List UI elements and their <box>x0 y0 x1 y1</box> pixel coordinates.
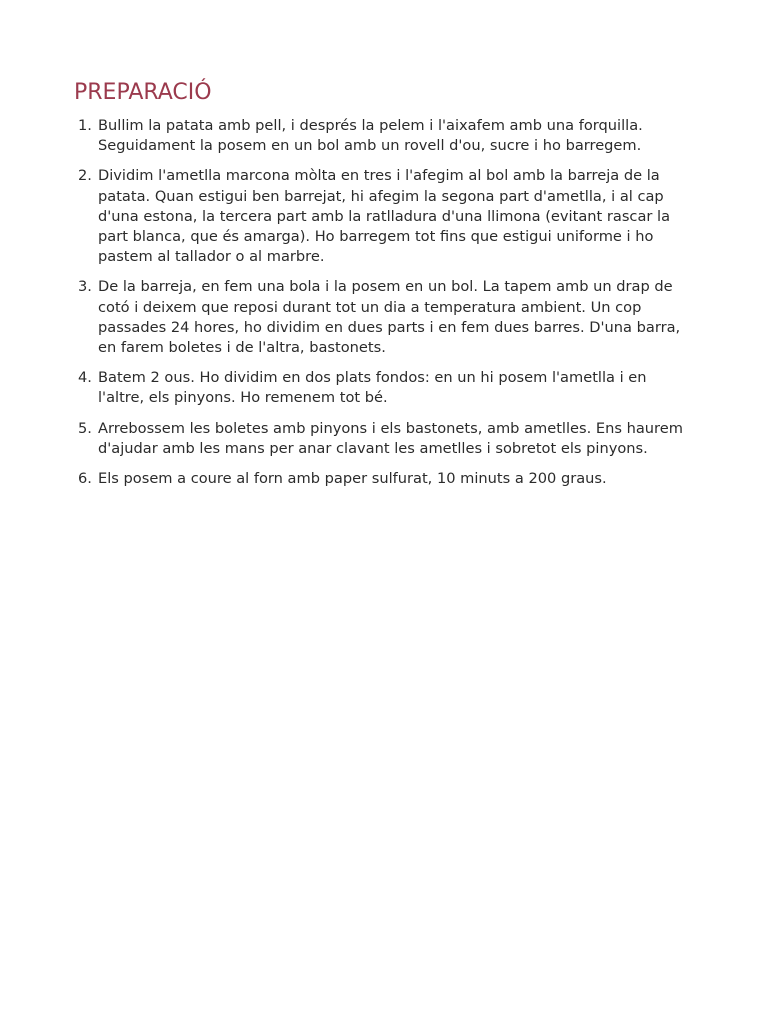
step-text: Arrebossem les boletes amb pinyons i els bastonets, amb ametlles. Ens haurem d'ajudar amb les mans per anar clavant les ametlles i sobretot els pinyons. <box>98 419 683 457</box>
list-item <box>74 419 694 459</box>
step-text: De la barreja, en fem una bola i la posem en un bol. La tapem amb un drap de cotó i deixem que reposi durant tot un dia a temperatura ambient. Un cop passades 24 hores, ho dividim en dues parts i en fem dues barres. D'una barra, en farem boletes i de l'altra, bastonets. <box>98 278 681 357</box>
step-number: 1. <box>78 117 92 134</box>
list-item <box>74 116 694 156</box>
list-item <box>74 368 694 408</box>
list-item <box>74 166 694 267</box>
step-number: 4. <box>78 369 92 387</box>
step-text: Els posem a coure al forn amb paper sulfurat, 10 minuts a 200 graus. <box>98 470 607 488</box>
step-text: Batem 2 ous. Ho dividim en dos plats fondos: en un hi posem l'ametlla i en l'altre, els pinyons. Ho remenem tot bé. <box>98 369 647 407</box>
steps-list <box>74 116 694 489</box>
section-heading: PREPARACIÓ <box>74 80 212 105</box>
step-number: 5. <box>78 419 92 437</box>
step-text: Bullim la patata amb pell, i després la pelem i l'aixafem amb una forquilla. Seguidament la posem en un bol amb un rovell d'ou, sucre i ho barregem. <box>98 117 643 155</box>
list-item <box>74 469 694 489</box>
step-text: Dividim l'ametlla marcona mòlta en tres i l'afegim al bol amb la barreja de la patata. Quan estigui ben barrejat, hi afegim la segona part d'ametlla, i al cap d'una estona, la tercera part amb la ratlladura d'una llimona (evitant rascar la part blanca, que és amarga). Ho barregem tot fins que estigui uniforme i ho pastem al tallador o al marbre. <box>98 167 671 266</box>
list-item <box>74 277 694 358</box>
step-number: 2. <box>78 167 92 185</box>
step-number: 3. <box>78 278 92 296</box>
step-number: 6. <box>78 470 92 488</box>
